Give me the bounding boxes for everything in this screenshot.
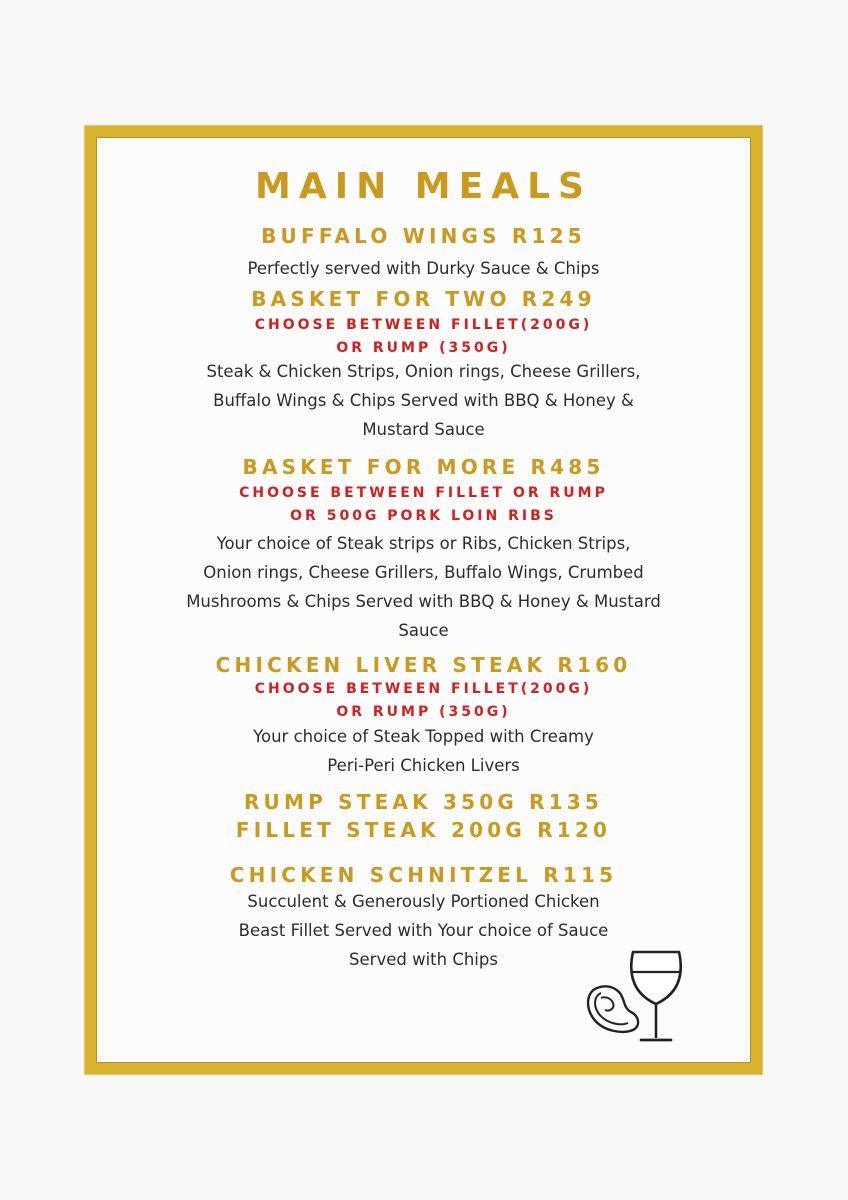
item-description-line: Your choice of Steak Topped with Creamy <box>253 727 594 746</box>
item-description-line: Mustard Sauce <box>362 420 485 439</box>
item-option-line: OR RUMP (350G) <box>336 704 511 720</box>
item-option-line: OR RUMP (350G) <box>336 340 511 356</box>
item-heading-rump-steak: RUMP STEAK 350G R135 <box>243 790 604 814</box>
item-option-line: CHOOSE BETWEEN FILLET(200G) <box>254 681 593 697</box>
item-option-line: CHOOSE BETWEEN FILLET OR RUMP <box>239 485 608 501</box>
menu-title: MAIN MEALS <box>255 166 592 207</box>
item-description-line: Served with Chips <box>349 950 498 969</box>
item-description-line: Steak & Chicken Strips, Onion rings, Cheese Grillers, <box>206 362 641 381</box>
item-description-line: Buffalo Wings & Chips Served with BBQ & Honey & <box>213 391 634 410</box>
item-description-line: Succulent & Generously Portioned Chicken <box>247 892 600 911</box>
steak-and-wine-glass-icon <box>583 946 693 1046</box>
item-heading-basket-for-two: BASKET FOR TWO R249 <box>251 287 596 311</box>
item-option-line: OR 500G PORK LOIN RIBS <box>290 508 557 524</box>
item-description-line: Peri-Peri Chicken Livers <box>327 756 520 775</box>
item-heading-chicken-liver-steak: CHICKEN LIVER STEAK R160 <box>215 653 632 677</box>
item-heading-chicken-schnitzel: CHICKEN SCHNITZEL R115 <box>229 863 618 887</box>
item-heading-buffalo-wings: BUFFALO WINGS R125 <box>261 224 586 248</box>
item-description-line: Onion rings, Cheese Grillers, Buffalo Wings, Crumbed <box>203 563 644 582</box>
item-description-line: Mushrooms & Chips Served with BBQ & Honey & Mustard <box>186 592 661 611</box>
item-description-line: Sauce <box>398 621 449 640</box>
item-heading-basket-for-more: BASKET FOR MORE R485 <box>242 455 605 479</box>
item-description-line: Your choice of Steak strips or Ribs, Chicken Strips, <box>216 534 631 553</box>
item-description-line: Perfectly served with Durky Sauce & Chips <box>247 259 600 278</box>
item-option-line: CHOOSE BETWEEN FILLET(200G) <box>254 317 593 333</box>
item-heading-fillet-steak: FILLET STEAK 200G R120 <box>235 818 612 842</box>
item-description-line: Beast Fillet Served with Your choice of Sauce <box>238 921 609 940</box>
